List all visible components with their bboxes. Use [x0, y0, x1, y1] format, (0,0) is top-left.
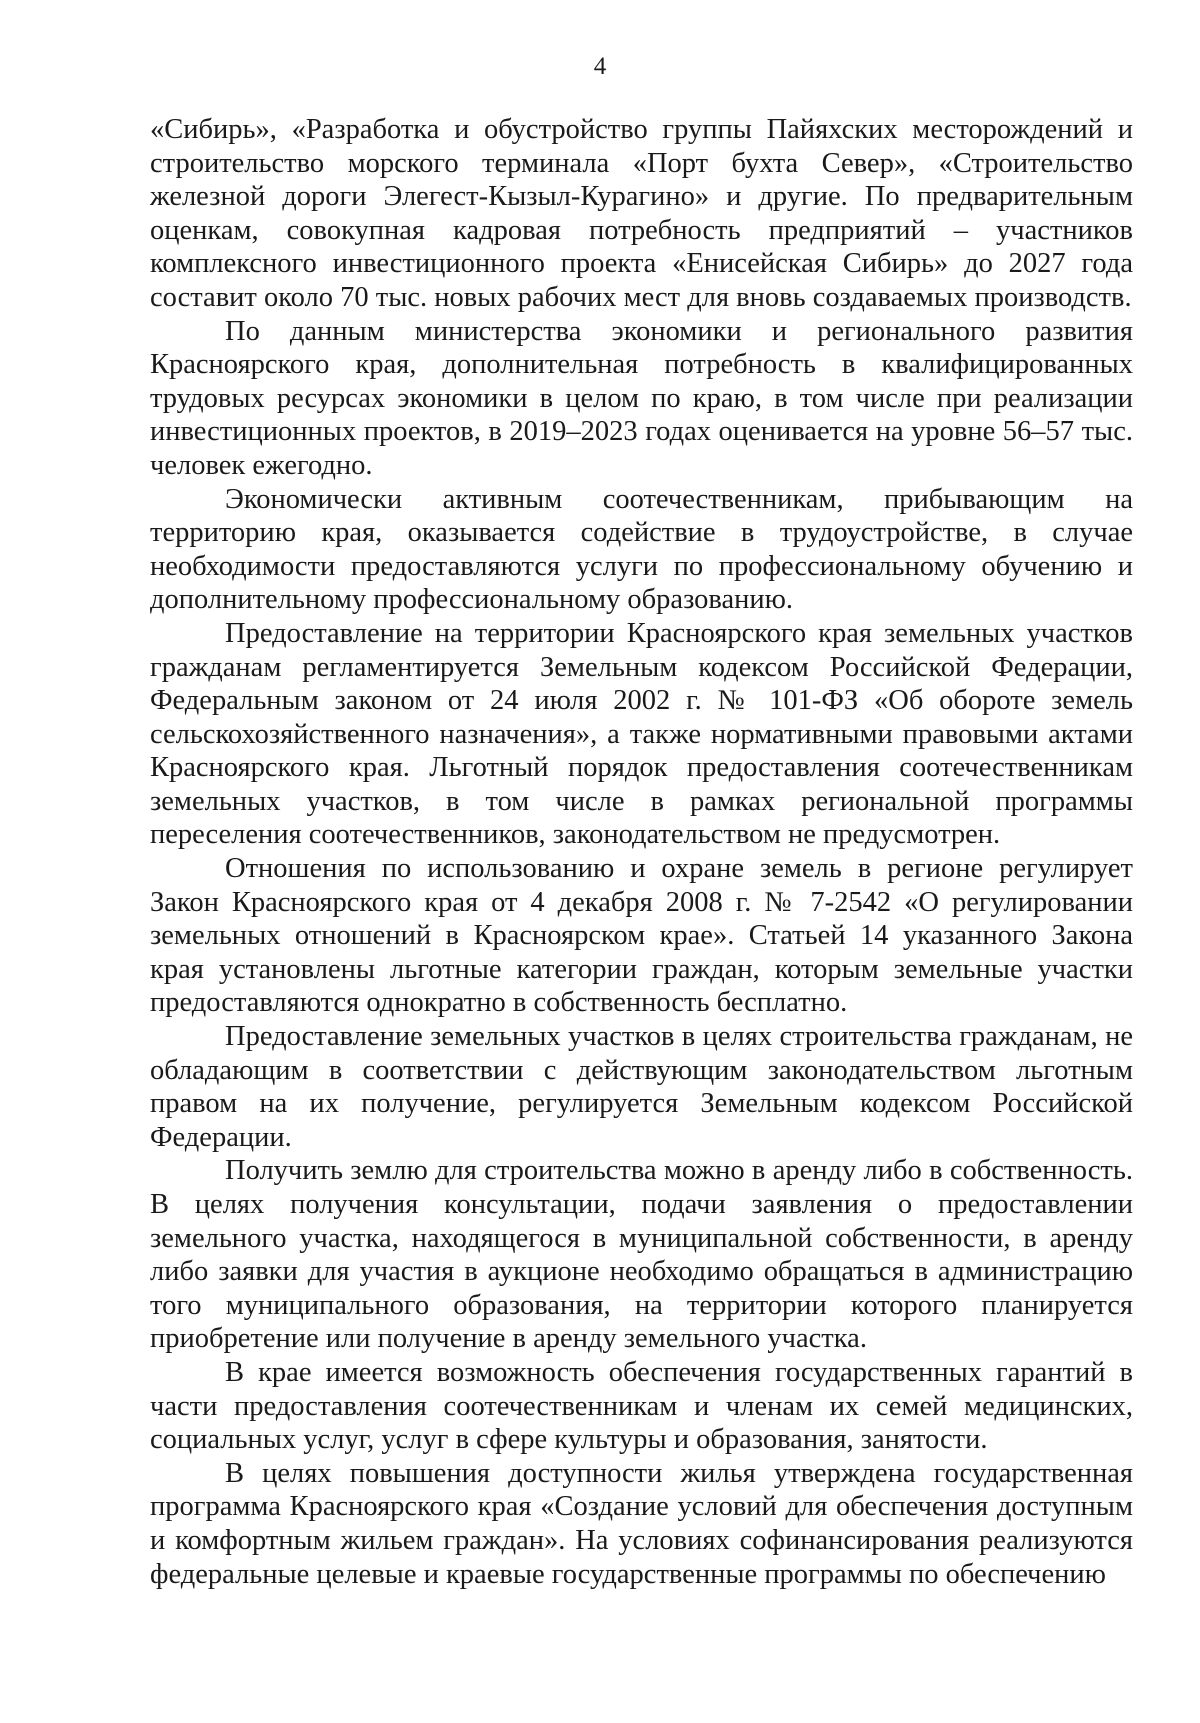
paragraph-5: Отношения по использованию и охране земель в регионе регулирует Закон Красноярского края от 4 декабря 2008 г. № 7-2542 «О регулировании земельных отношений в Красноярском крае». Статьей 14 указанного Закона края установлены льготные категории граждан, которым земельные участки предоставляются однократно в собственность бесплатно. — [150, 853, 1133, 1019]
paragraph-2: По данным министерства экономики и регионального развития Красноярского края, дополнительная потребность в квалифицированных трудовых ресурсах экономики в целом по краю, в том числе при реализации инвестиционных проектов, в 2019–2023 годах оценивается на уровне 56–57 тыс. человек ежегодно. — [150, 315, 1133, 481]
paragraph-3: Экономически активным соотечественникам, прибывающим на территорию края, оказывается содействие в трудоустройстве, в случае необходимости предоставляются услуги по профессиональному обучению и дополнительному профессиональному образованию. — [150, 483, 1133, 616]
paragraph-6: Предоставление земельных участков в целях строительства гражданам, не обладающим в соответствии с действующим законодательством льготным правом на их получение, регулируется Земельным кодексом Российской Федерации. — [150, 1021, 1133, 1153]
paragraph-7: Получить землю для строительства можно в аренду либо в собственность. В целях получения консультации, подачи заявления о предоставлении земельного участка, находящегося в муниципальной собственности, в аренду либо заявки для участия в аукционе необходимо обращаться в администрацию того муниципального образования, на территории которого планируется приобретение или получение в аренду земельного участка. — [150, 1155, 1133, 1355]
page-number: 4 — [593, 53, 607, 80]
paragraph-9: В целях повышения доступности жилья утверждена государственная программа Красноярского края «Создание условий для обеспечения доступным и комфортным жильем граждан». На условиях софинансирования реализуются федеральные целевые и краевые государственные программы по обеспечению — [150, 1457, 1133, 1590]
paragraph-1: «Сибирь», «Разработка и обустройство группы Пайяхских месторождений и строительство морского терминала «Порт бухта Север», «Строительство железной дороги Элегест-Кызыл-Курагино» и другие. По предварительным оценкам, совокупная кадровая потребность предприятий – участников комплексного инвестиционного проекта «Енисейская Сибирь» до 2027 года составит около 70 тыс. новых рабочих мест для вновь создаваемых производств. — [150, 114, 1133, 313]
paragraph-4: Предоставление на территории Красноярского края земельных участков гражданам регламентируется Земельным кодексом Российской Федерации, Федеральным законом от 24 июля 2002 г. № 101-ФЗ «Об обороте земель сельскохозяйственного назначения», а также нормативными правовыми актами Красноярского края. Льготный порядок предоставления соотечественникам земельных участков, в том числе в рамках региональной программы переселения соотечественников, законодательством не предусмотрен. — [150, 617, 1133, 851]
document-body — [150, 113, 1133, 1591]
paragraph-8: В крае имеется возможность обеспечения государственных гарантий в части предоставления соотечественникам и членам их семей медицинских, социальных услуг, услуг в сфере культуры и образования, занятости. — [150, 1356, 1133, 1456]
